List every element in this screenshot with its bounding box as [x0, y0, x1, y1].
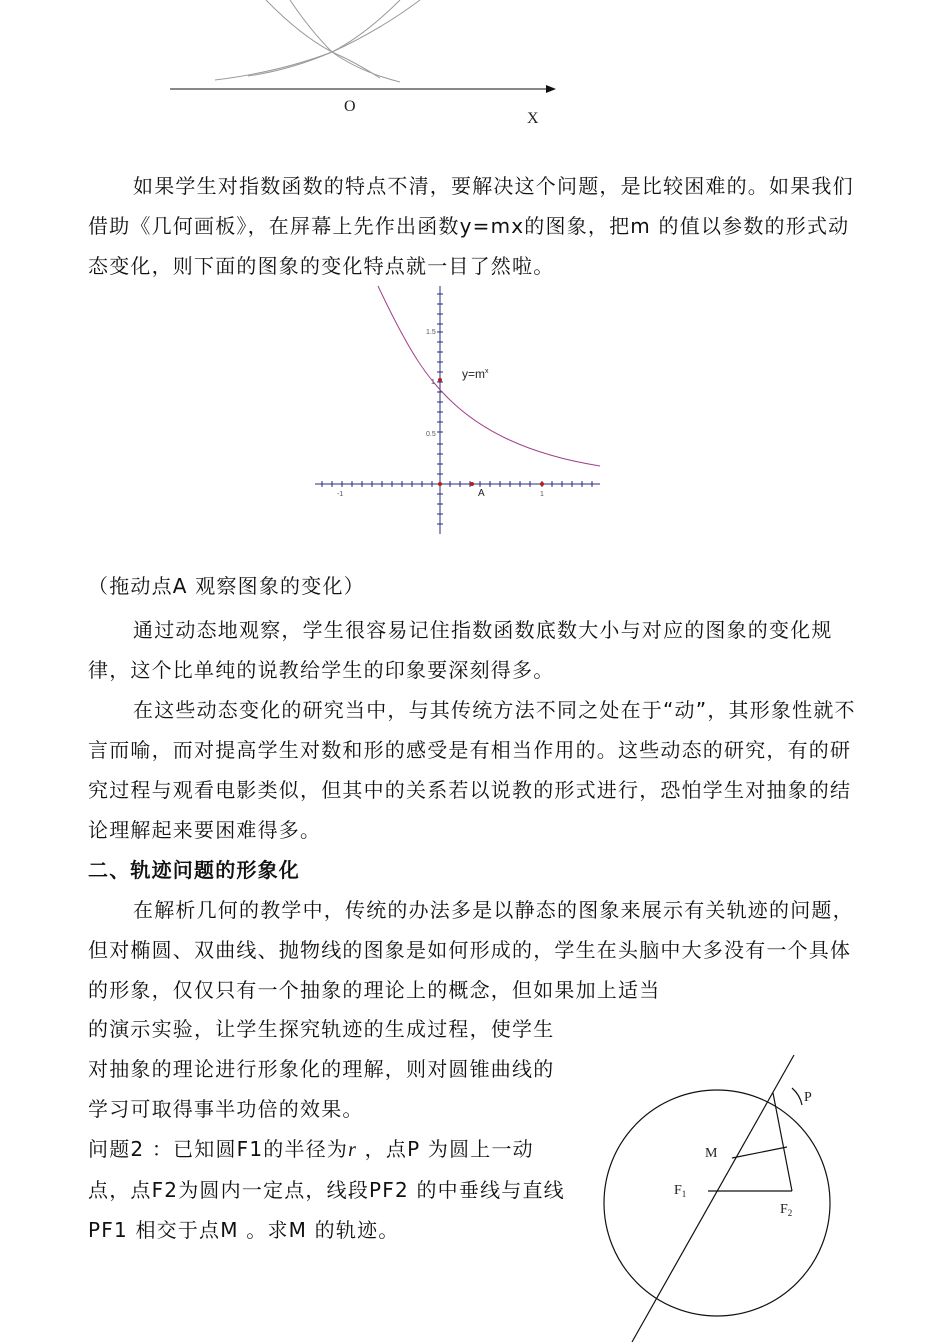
- paragraph-observation: 通过动态地观察，学生很容易记住指数函数底数大小与对应的图象的变化规律，这个比单纯的说教给学生的印象要深刻得多。: [88, 618, 833, 682]
- label-p: P: [804, 1090, 812, 1105]
- section-heading: 二、轨迹问题的形象化: [88, 858, 300, 882]
- left-column-text: [88, 1009, 568, 1250]
- problem-2: 问题2 ：已知圆F1的半径为r ，点P 为圆上一动点，点F2为圆内一定点，线段PF2 的中垂线与直线PF1 相交于点M 。求M 的轨迹。: [88, 1137, 565, 1242]
- y-tick-1-5: 1.5: [426, 329, 436, 336]
- unit-point: [540, 482, 544, 486]
- perpendicular-bisector: [732, 1147, 787, 1158]
- segment-p-f2: [773, 1093, 792, 1191]
- paragraph-locus: 在解析几何的教学中，传统的办法多是以静态的图象来展示有关轨迹的问题，但对椭圆、双曲线、抛物线的图象是如何形成的，学生在头脑中大多没有一个具体的形象，仅仅只有一个抽象的理论上的概念，但如果加上适当: [88, 898, 854, 1002]
- paragraph-dynamic: 在这些动态变化的研究当中，与其传统方法不同之处在于“动”，其形象性就不言而喻，而对提高学生对数和形的感受是有相当作用的。这些动态的研究，有的研究过程与观看电影类似，但其中的关系若以说教的形式进行，恐怕学生对抽象的结论理解起来要困难得多。: [88, 698, 856, 842]
- x-axis-label: X: [527, 110, 539, 127]
- exponential-curves-figure: [150, 0, 570, 135]
- curve-2: [290, 0, 400, 82]
- y-tick-0-5: 0.5: [426, 431, 436, 438]
- arc-near-p: [792, 1088, 802, 1105]
- label-m: M: [705, 1146, 718, 1161]
- curve-1: [266, 0, 380, 78]
- y-intercept-point: [438, 378, 442, 382]
- curve-4: [248, 0, 420, 76]
- point-a: [470, 482, 474, 486]
- locus-construction-figure: [595, 1050, 840, 1344]
- circle-f1: [604, 1090, 830, 1316]
- paragraph-intro: [88, 166, 863, 286]
- origin-point: [438, 482, 442, 486]
- curve-label: $y=m^x$: [462, 367, 489, 381]
- label-f2: $F_2$: [780, 1202, 793, 1218]
- exponential-graph: [310, 284, 605, 536]
- origin-label: O: [344, 98, 356, 115]
- figure-caption: （拖动点A 观察图象的变化）: [88, 574, 365, 598]
- radius-symbol: r: [348, 1139, 358, 1161]
- curve-3: [215, 0, 400, 80]
- label-f1: $F_1$: [674, 1183, 687, 1199]
- main-text-block: [88, 610, 863, 1010]
- point-a-label: A: [478, 488, 485, 499]
- x-tick-neg1: -1: [337, 491, 344, 498]
- y-tick-1: 1: [431, 379, 435, 386]
- exponential-curve: [378, 286, 600, 466]
- line-pf1: [632, 1055, 794, 1342]
- x-axis-arrow: [546, 85, 556, 93]
- paragraph-text: 如果学生对指数函数的特点不清，要解决这个问题，是比较困难的。如果我们借助《几何画板》，在屏幕上先作出函数y=mx的图象，把m 的值以参数的形式动态变化，则下面的图象的变化特点就一目了然啦。: [88, 174, 854, 278]
- paragraph-locus-continued: 的演示实验，让学生探究轨迹的生成过程，使学生对抽象的理论进行形象化的理解，则对圆锥曲线的学习可取得事半功倍的效果。: [88, 1017, 555, 1121]
- x-tick-1: 1: [540, 491, 544, 498]
